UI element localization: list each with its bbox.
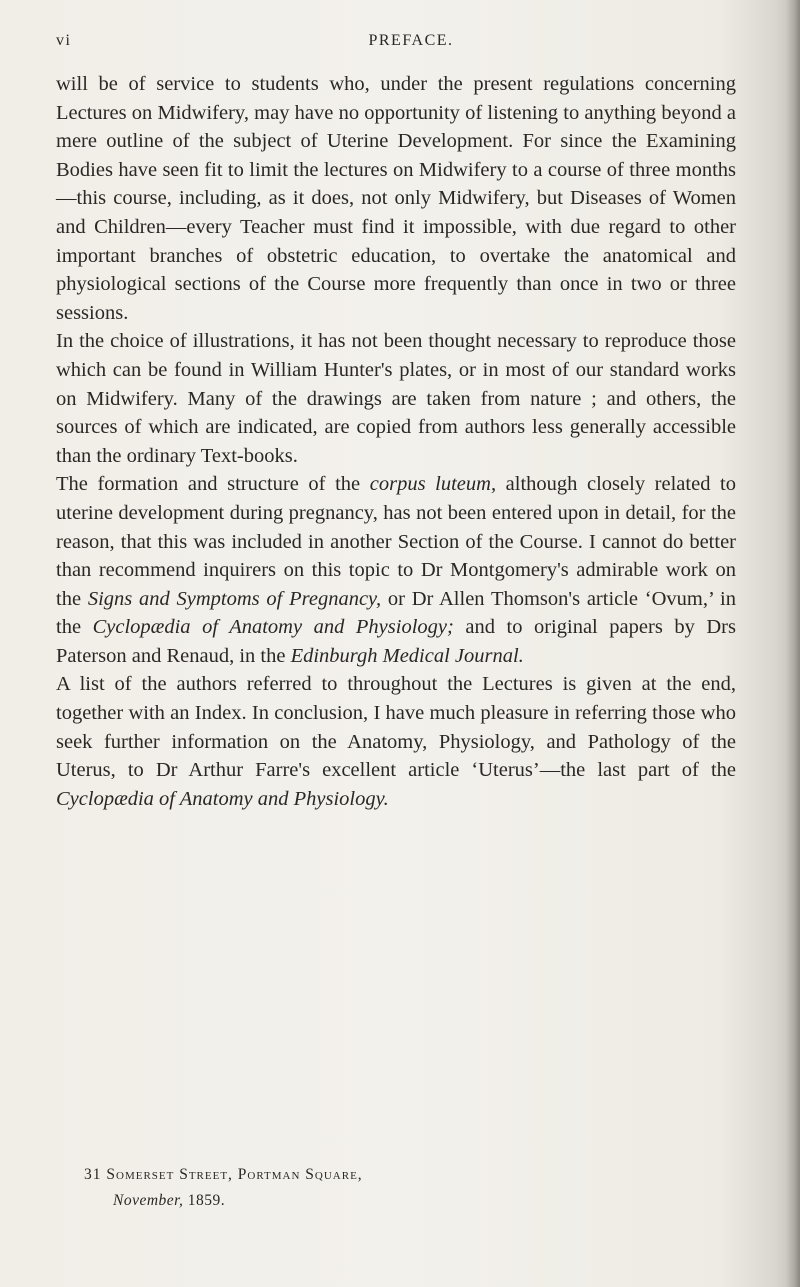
paragraph-4-text: A list of the authors referred to throughout the Lectures is given at the end, together with an Index. In conclusion, I have much pleasure in referring those who seek further information on the Anatomy, Physiology, and Pathology of the Uterus, to Dr Arthur Farre's excellent article ‘Uterus’—the last part of the — [56, 673, 736, 782]
paragraph-3-text-c: or Dr Allen Thomson's article ‘Ovum,’ in the — [56, 587, 737, 639]
page-edge-shadow — [786, 0, 800, 1287]
paragraph-4-italic-cyclopaedia: Cyclopædia of Anatomy and Physiology. — [56, 787, 389, 810]
paragraph-2 — [56, 327, 736, 470]
paragraph-3-text-b: although closely related to uterine development during pregnancy, has not been entered upon in detail, for the reason, that this was included in another Section of the Course. I cannot do better than recommend inquirers on this topic to Dr Montgomery's admirable work on the — [56, 473, 736, 610]
signature-address: 31 Somerset Street, Portman Square, — [84, 1166, 363, 1183]
signature-year: 1859. — [187, 1192, 226, 1209]
preface-body — [56, 70, 736, 813]
running-head — [56, 32, 736, 56]
paragraph-3-italic-signs-symptoms: Signs and Symptoms of Pregnancy, — [87, 587, 382, 610]
signature-date — [84, 1188, 363, 1214]
paragraph-3-text-a: The formation and structure of the — [56, 473, 370, 496]
signature-block — [84, 1162, 363, 1214]
paragraph-1-text: will be of service to students who, under the present regulations concerning Lectures on Midwifery, may have no opportunity of listening to anything beyond a mere outline of the subject of Uterine Development. For since the Examining Bodies have seen fit to limit the lectures on Midwifery to a course of three months—this course, including, as it does, not only Midwifery, but Diseases of Women and Children—every Teacher must find it impossible, with due regard to other important branches of obstetric education, to overtake the anatomical and physiological sections of the Course more frequently than once in two or three sessions. — [56, 73, 736, 324]
paragraph-4 — [56, 670, 736, 813]
paragraph-3-italic-journal: Edinburgh Medical Journal. — [290, 644, 524, 667]
paragraph-3-italic-cyclopaedia: Cyclopædia of Anatomy and Physiology; — [92, 616, 454, 639]
paragraph-1 — [56, 70, 736, 327]
running-title: PREFACE. — [368, 32, 454, 49]
paragraph-3-text-d: and to original papers by Drs Paterson and Renaud, in the — [56, 616, 736, 667]
paragraph-3 — [56, 470, 736, 670]
page-number: vi — [56, 32, 72, 49]
paragraph-3-italic-corpus-luteum: corpus luteum, — [369, 473, 497, 496]
signature-month: November, — [113, 1192, 184, 1209]
paragraph-2-text: In the choice of illustrations, it has not been thought necessary to reproduce those which can be found in William Hunter's plates, or in most of our standard works on Midwifery. Many of the drawings are taken from nature ; and others, the sources of which are indicated, are copied from authors less generally accessible than the ordinary Text-books. — [56, 330, 736, 467]
